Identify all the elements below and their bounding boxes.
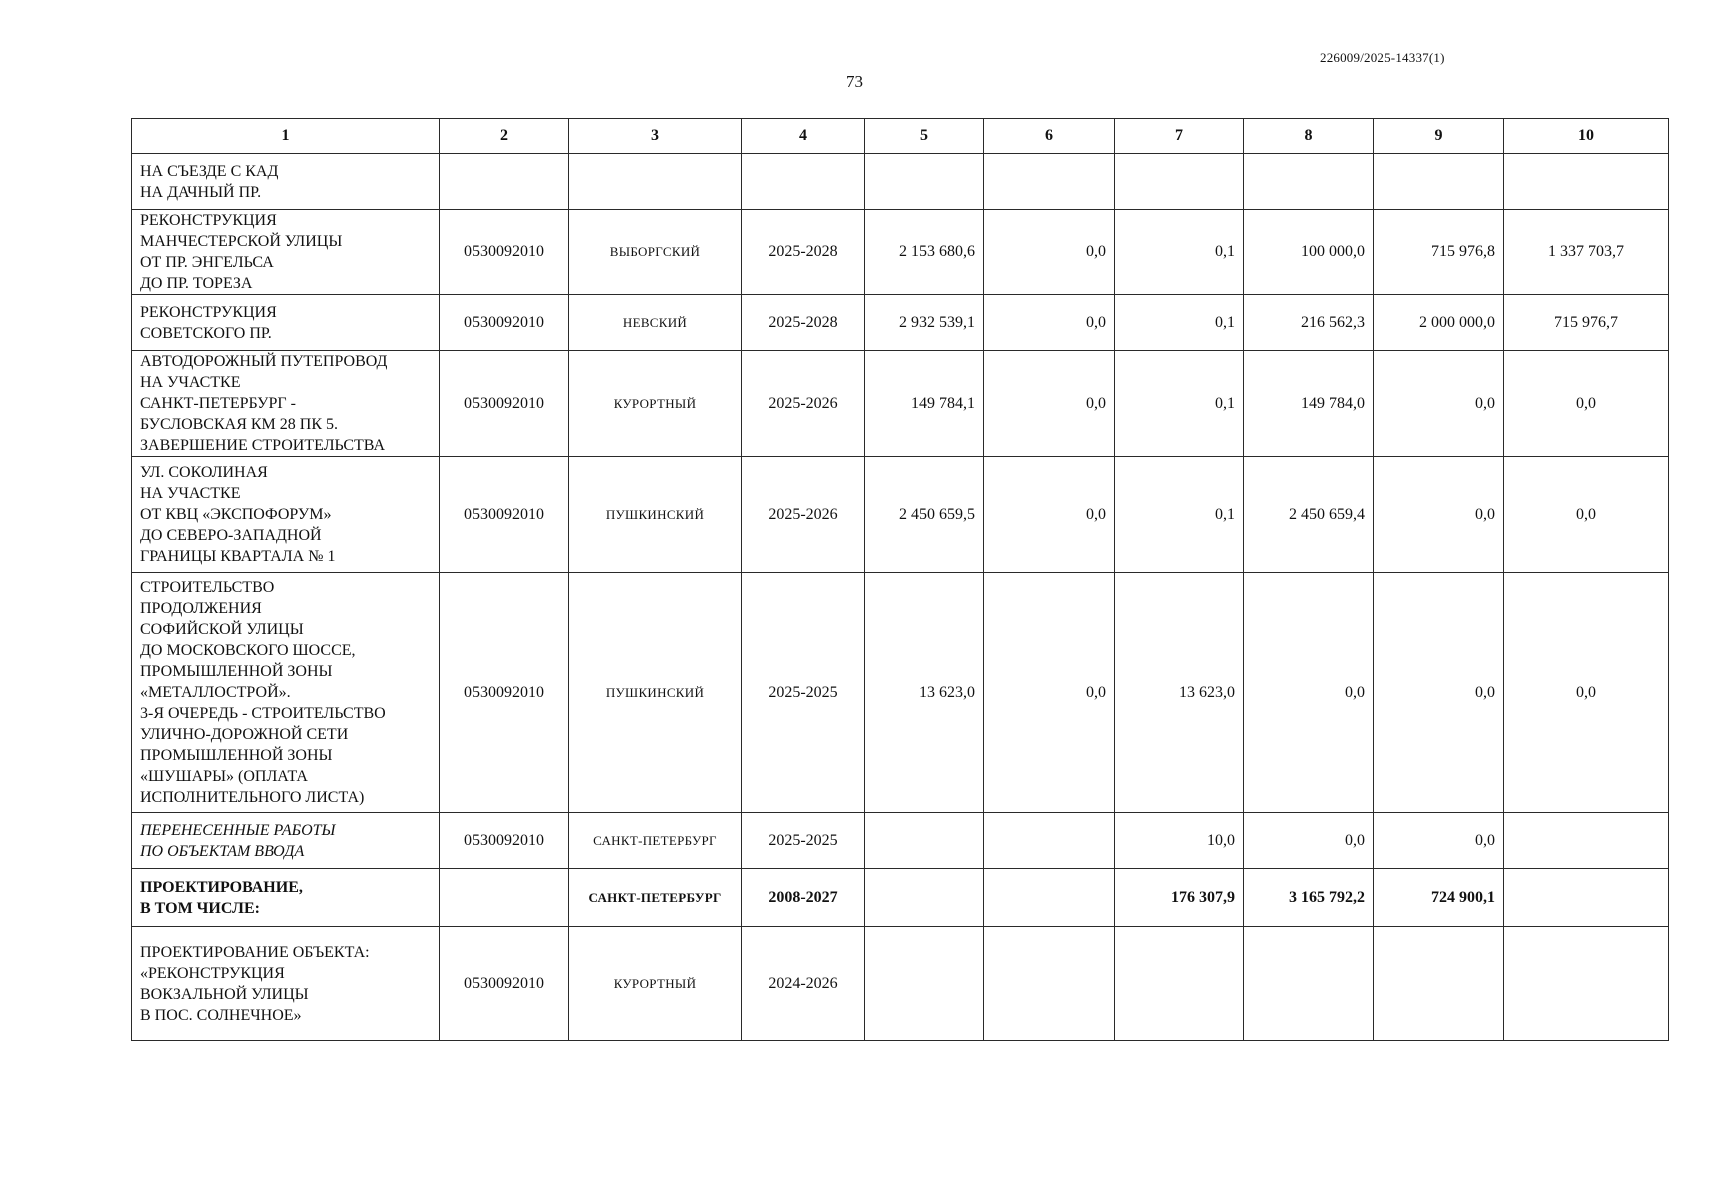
amount-cell-col6: 0,0 xyxy=(984,295,1115,351)
table-row xyxy=(132,457,1669,573)
object-name-line: РЕКОНСТРУКЦИЯ xyxy=(140,212,277,229)
amount-cell-col9: 0,0 xyxy=(1374,351,1504,457)
amount-cell-col8: 0,0 xyxy=(1244,573,1374,813)
amount-cell-col5: 13 623,0 xyxy=(865,573,984,813)
object-name-line: 3-Я ОЧЕРЕДЬ - СТРОИТЕЛЬСТВО xyxy=(140,705,386,722)
object-name-line: ИСПОЛНИТЕЛЬНОГО ЛИСТА) xyxy=(140,789,365,806)
amount-cell-col8 xyxy=(1244,927,1374,1041)
amount-cell-col7: 10,0 xyxy=(1115,813,1244,869)
object-name-line: ПРОЕКТИРОВАНИЕ ОБЪЕКТА: xyxy=(140,943,370,961)
amount-cell-col9: 2 000 000,0 xyxy=(1374,295,1504,351)
amount-cell-col5 xyxy=(865,869,984,927)
budget-code-cell xyxy=(440,869,569,927)
object-name-line: В ТОМ ЧИСЛЕ: xyxy=(140,899,260,917)
amount-cell-col8: 100 000,0 xyxy=(1244,210,1374,295)
budget-code-cell: 0530092010 xyxy=(440,210,569,295)
object-name-line: ВОКЗАЛЬНОЙ УЛИЦЫ xyxy=(140,985,309,1003)
document-registration-number: 226009/2025-14337(1) xyxy=(1320,50,1445,65)
column-header: 6 xyxy=(984,119,1115,154)
object-name-line: ОТ КВЦ «ЭКСПОФОРУМ» xyxy=(140,506,332,523)
object-name-line: САНКТ-ПЕТЕРБУРГ - xyxy=(140,395,296,412)
amount-cell-col5: 2 450 659,5 xyxy=(865,457,984,573)
amount-cell-col6 xyxy=(984,927,1115,1041)
object-name-line: СОВЕТСКОГО ПР. xyxy=(140,324,272,342)
district-cell: ВЫБОРГСКИЙ xyxy=(569,210,742,295)
period-cell: 2024-2026 xyxy=(742,927,865,1041)
object-name-line: НА УЧАСТКЕ xyxy=(140,374,241,391)
period-cell: 2025-2025 xyxy=(742,813,865,869)
program-table xyxy=(131,118,1669,1041)
amount-cell-col5 xyxy=(865,927,984,1041)
period-cell: 2025-2026 xyxy=(742,457,865,573)
amount-cell-col5: 149 784,1 xyxy=(865,351,984,457)
amount-cell-col5: 2 153 680,6 xyxy=(865,210,984,295)
budget-code-cell: 0530092010 xyxy=(440,813,569,869)
amount-cell-col8: 149 784,0 xyxy=(1244,351,1374,457)
object-name-cell xyxy=(132,351,440,457)
amount-cell-col10 xyxy=(1504,927,1669,1041)
amount-cell-col10 xyxy=(1504,154,1669,210)
object-name-line: БУСЛОВСКАЯ КМ 28 ПК 5. xyxy=(140,416,338,433)
period-cell xyxy=(742,154,865,210)
object-name-cell xyxy=(132,813,440,869)
district-cell: КУРОРТНЫЙ xyxy=(569,927,742,1041)
amount-cell-col9: 0,0 xyxy=(1374,457,1504,573)
budget-code-cell: 0530092010 xyxy=(440,927,569,1041)
column-header: 5 xyxy=(865,119,984,154)
table-row xyxy=(132,295,1669,351)
column-header: 2 xyxy=(440,119,569,154)
amount-cell-col8 xyxy=(1244,154,1374,210)
object-name-cell xyxy=(132,573,440,813)
amount-cell-col5: 2 932 539,1 xyxy=(865,295,984,351)
object-name-line: ПРОМЫШЛЕННОЙ ЗОНЫ xyxy=(140,663,333,680)
column-header: 1 xyxy=(132,119,440,154)
page-number: 73 xyxy=(846,72,863,91)
budget-code-cell: 0530092010 xyxy=(440,295,569,351)
amount-cell-col7: 13 623,0 xyxy=(1115,573,1244,813)
object-name-line: «ШУШАРЫ» (ОПЛАТА xyxy=(140,768,308,785)
object-name-cell xyxy=(132,927,440,1041)
amount-cell-col7: 0,1 xyxy=(1115,210,1244,295)
amount-cell-col7 xyxy=(1115,927,1244,1041)
amount-cell-col10 xyxy=(1504,869,1669,927)
object-name-line: РЕКОНСТРУКЦИЯ xyxy=(140,303,277,321)
amount-cell-col7: 176 307,9 xyxy=(1115,869,1244,927)
district-cell: КУРОРТНЫЙ xyxy=(569,351,742,457)
object-name-line: АВТОДОРОЖНЫЙ ПУТЕПРОВОД xyxy=(140,353,388,370)
amount-cell-col6: 0,0 xyxy=(984,573,1115,813)
period-cell: 2008-2027 xyxy=(742,869,865,927)
district-cell: ПУШКИНСКИЙ xyxy=(569,457,742,573)
object-name-line: УЛИЧНО-ДОРОЖНОЙ СЕТИ xyxy=(140,726,349,743)
table-row xyxy=(132,351,1669,457)
amount-cell-col10: 1 337 703,7 xyxy=(1504,210,1669,295)
object-name-line: В ПОС. СОЛНЕЧНОЕ» xyxy=(140,1006,302,1024)
period-cell: 2025-2025 xyxy=(742,573,865,813)
object-name-cell xyxy=(132,295,440,351)
object-name-line: ПЕРЕНЕСЕННЫЕ РАБОТЫ xyxy=(140,821,336,839)
amount-cell-col6: 0,0 xyxy=(984,351,1115,457)
object-name-line: «РЕКОНСТРУКЦИЯ xyxy=(140,964,285,982)
column-header: 8 xyxy=(1244,119,1374,154)
column-header: 9 xyxy=(1374,119,1504,154)
amount-cell-col8: 0,0 xyxy=(1244,813,1374,869)
amount-cell-col6 xyxy=(984,154,1115,210)
amount-cell-col7 xyxy=(1115,154,1244,210)
period-cell: 2025-2028 xyxy=(742,295,865,351)
object-name-line: ДО ПР. ТОРЕЗА xyxy=(140,275,253,292)
table-row xyxy=(132,210,1669,295)
object-name-cell xyxy=(132,210,440,295)
column-header: 7 xyxy=(1115,119,1244,154)
table-row xyxy=(132,869,1669,927)
budget-code-cell: 0530092010 xyxy=(440,351,569,457)
object-name-line: НА ДАЧНЫЙ ПР. xyxy=(140,183,262,201)
amount-cell-col8: 3 165 792,2 xyxy=(1244,869,1374,927)
object-name-line: ОТ ПР. ЭНГЕЛЬСА xyxy=(140,254,274,271)
district-cell xyxy=(569,154,742,210)
amount-cell-col9: 724 900,1 xyxy=(1374,869,1504,927)
budget-code-cell: 0530092010 xyxy=(440,457,569,573)
amount-cell-col9 xyxy=(1374,154,1504,210)
object-name-line: ГРАНИЦЫ КВАРТАЛА № 1 xyxy=(140,548,336,565)
budget-code-cell xyxy=(440,154,569,210)
column-header: 4 xyxy=(742,119,865,154)
table-row xyxy=(132,573,1669,813)
object-name-line: ДО МОСКОВСКОГО ШОССЕ, xyxy=(140,642,356,659)
table-row xyxy=(132,927,1669,1041)
amount-cell-col10: 715 976,7 xyxy=(1504,295,1669,351)
object-name-line: НА УЧАСТКЕ xyxy=(140,485,241,502)
amount-cell-col10: 0,0 xyxy=(1504,351,1669,457)
amount-cell-col9: 0,0 xyxy=(1374,573,1504,813)
amount-cell-col7: 0,1 xyxy=(1115,457,1244,573)
object-name-line: «МЕТАЛЛОСТРОЙ». xyxy=(140,684,291,701)
amount-cell-col10: 0,0 xyxy=(1504,573,1669,813)
budget-code-cell: 0530092010 xyxy=(440,573,569,813)
object-name-line: ПО ОБЪЕКТАМ ВВОДА xyxy=(140,842,305,860)
object-name-line: ЗАВЕРШЕНИЕ СТРОИТЕЛЬСТВА xyxy=(140,437,385,454)
object-name-line: ПРОЕКТИРОВАНИЕ, xyxy=(140,878,303,896)
object-name-cell xyxy=(132,869,440,927)
object-name-line: НА СЪЕЗДЕ С КАД xyxy=(140,162,279,180)
amount-cell-col6 xyxy=(984,813,1115,869)
object-name-cell xyxy=(132,154,440,210)
district-cell: НЕВСКИЙ xyxy=(569,295,742,351)
column-header: 10 xyxy=(1504,119,1669,154)
amount-cell-col8: 216 562,3 xyxy=(1244,295,1374,351)
object-name-line: СТРОИТЕЛЬСТВО xyxy=(140,579,275,596)
period-cell: 2025-2028 xyxy=(742,210,865,295)
object-name-line: СОФИЙСКОЙ УЛИЦЫ xyxy=(140,621,304,638)
district-cell: САНКТ-ПЕТЕРБУРГ xyxy=(569,869,742,927)
amount-cell-col6: 0,0 xyxy=(984,457,1115,573)
object-name-line: УЛ. СОКОЛИНАЯ xyxy=(140,464,268,481)
amount-cell-col7: 0,1 xyxy=(1115,351,1244,457)
district-cell: ПУШКИНСКИЙ xyxy=(569,573,742,813)
amount-cell-col9 xyxy=(1374,927,1504,1041)
amount-cell-col5 xyxy=(865,813,984,869)
amount-cell-col5 xyxy=(865,154,984,210)
amount-cell-col10: 0,0 xyxy=(1504,457,1669,573)
amount-cell-col8: 2 450 659,4 xyxy=(1244,457,1374,573)
object-name-line: ПРОДОЛЖЕНИЯ xyxy=(140,600,262,617)
object-name-line: МАНЧЕСТЕРСКОЙ УЛИЦЫ xyxy=(140,233,343,250)
district-cell: САНКТ-ПЕТЕРБУРГ xyxy=(569,813,742,869)
table-row xyxy=(132,813,1669,869)
object-name-cell xyxy=(132,457,440,573)
amount-cell-col9: 715 976,8 xyxy=(1374,210,1504,295)
amount-cell-col7: 0,1 xyxy=(1115,295,1244,351)
period-cell: 2025-2026 xyxy=(742,351,865,457)
amount-cell-col6 xyxy=(984,869,1115,927)
table-row xyxy=(132,154,1669,210)
table-header-row xyxy=(132,119,1669,154)
amount-cell-col6: 0,0 xyxy=(984,210,1115,295)
object-name-line: ПРОМЫШЛЕННОЙ ЗОНЫ xyxy=(140,747,333,764)
object-name-line: ДО СЕВЕРО-ЗАПАДНОЙ xyxy=(140,527,322,544)
amount-cell-col10 xyxy=(1504,813,1669,869)
amount-cell-col9: 0,0 xyxy=(1374,813,1504,869)
column-header: 3 xyxy=(569,119,742,154)
